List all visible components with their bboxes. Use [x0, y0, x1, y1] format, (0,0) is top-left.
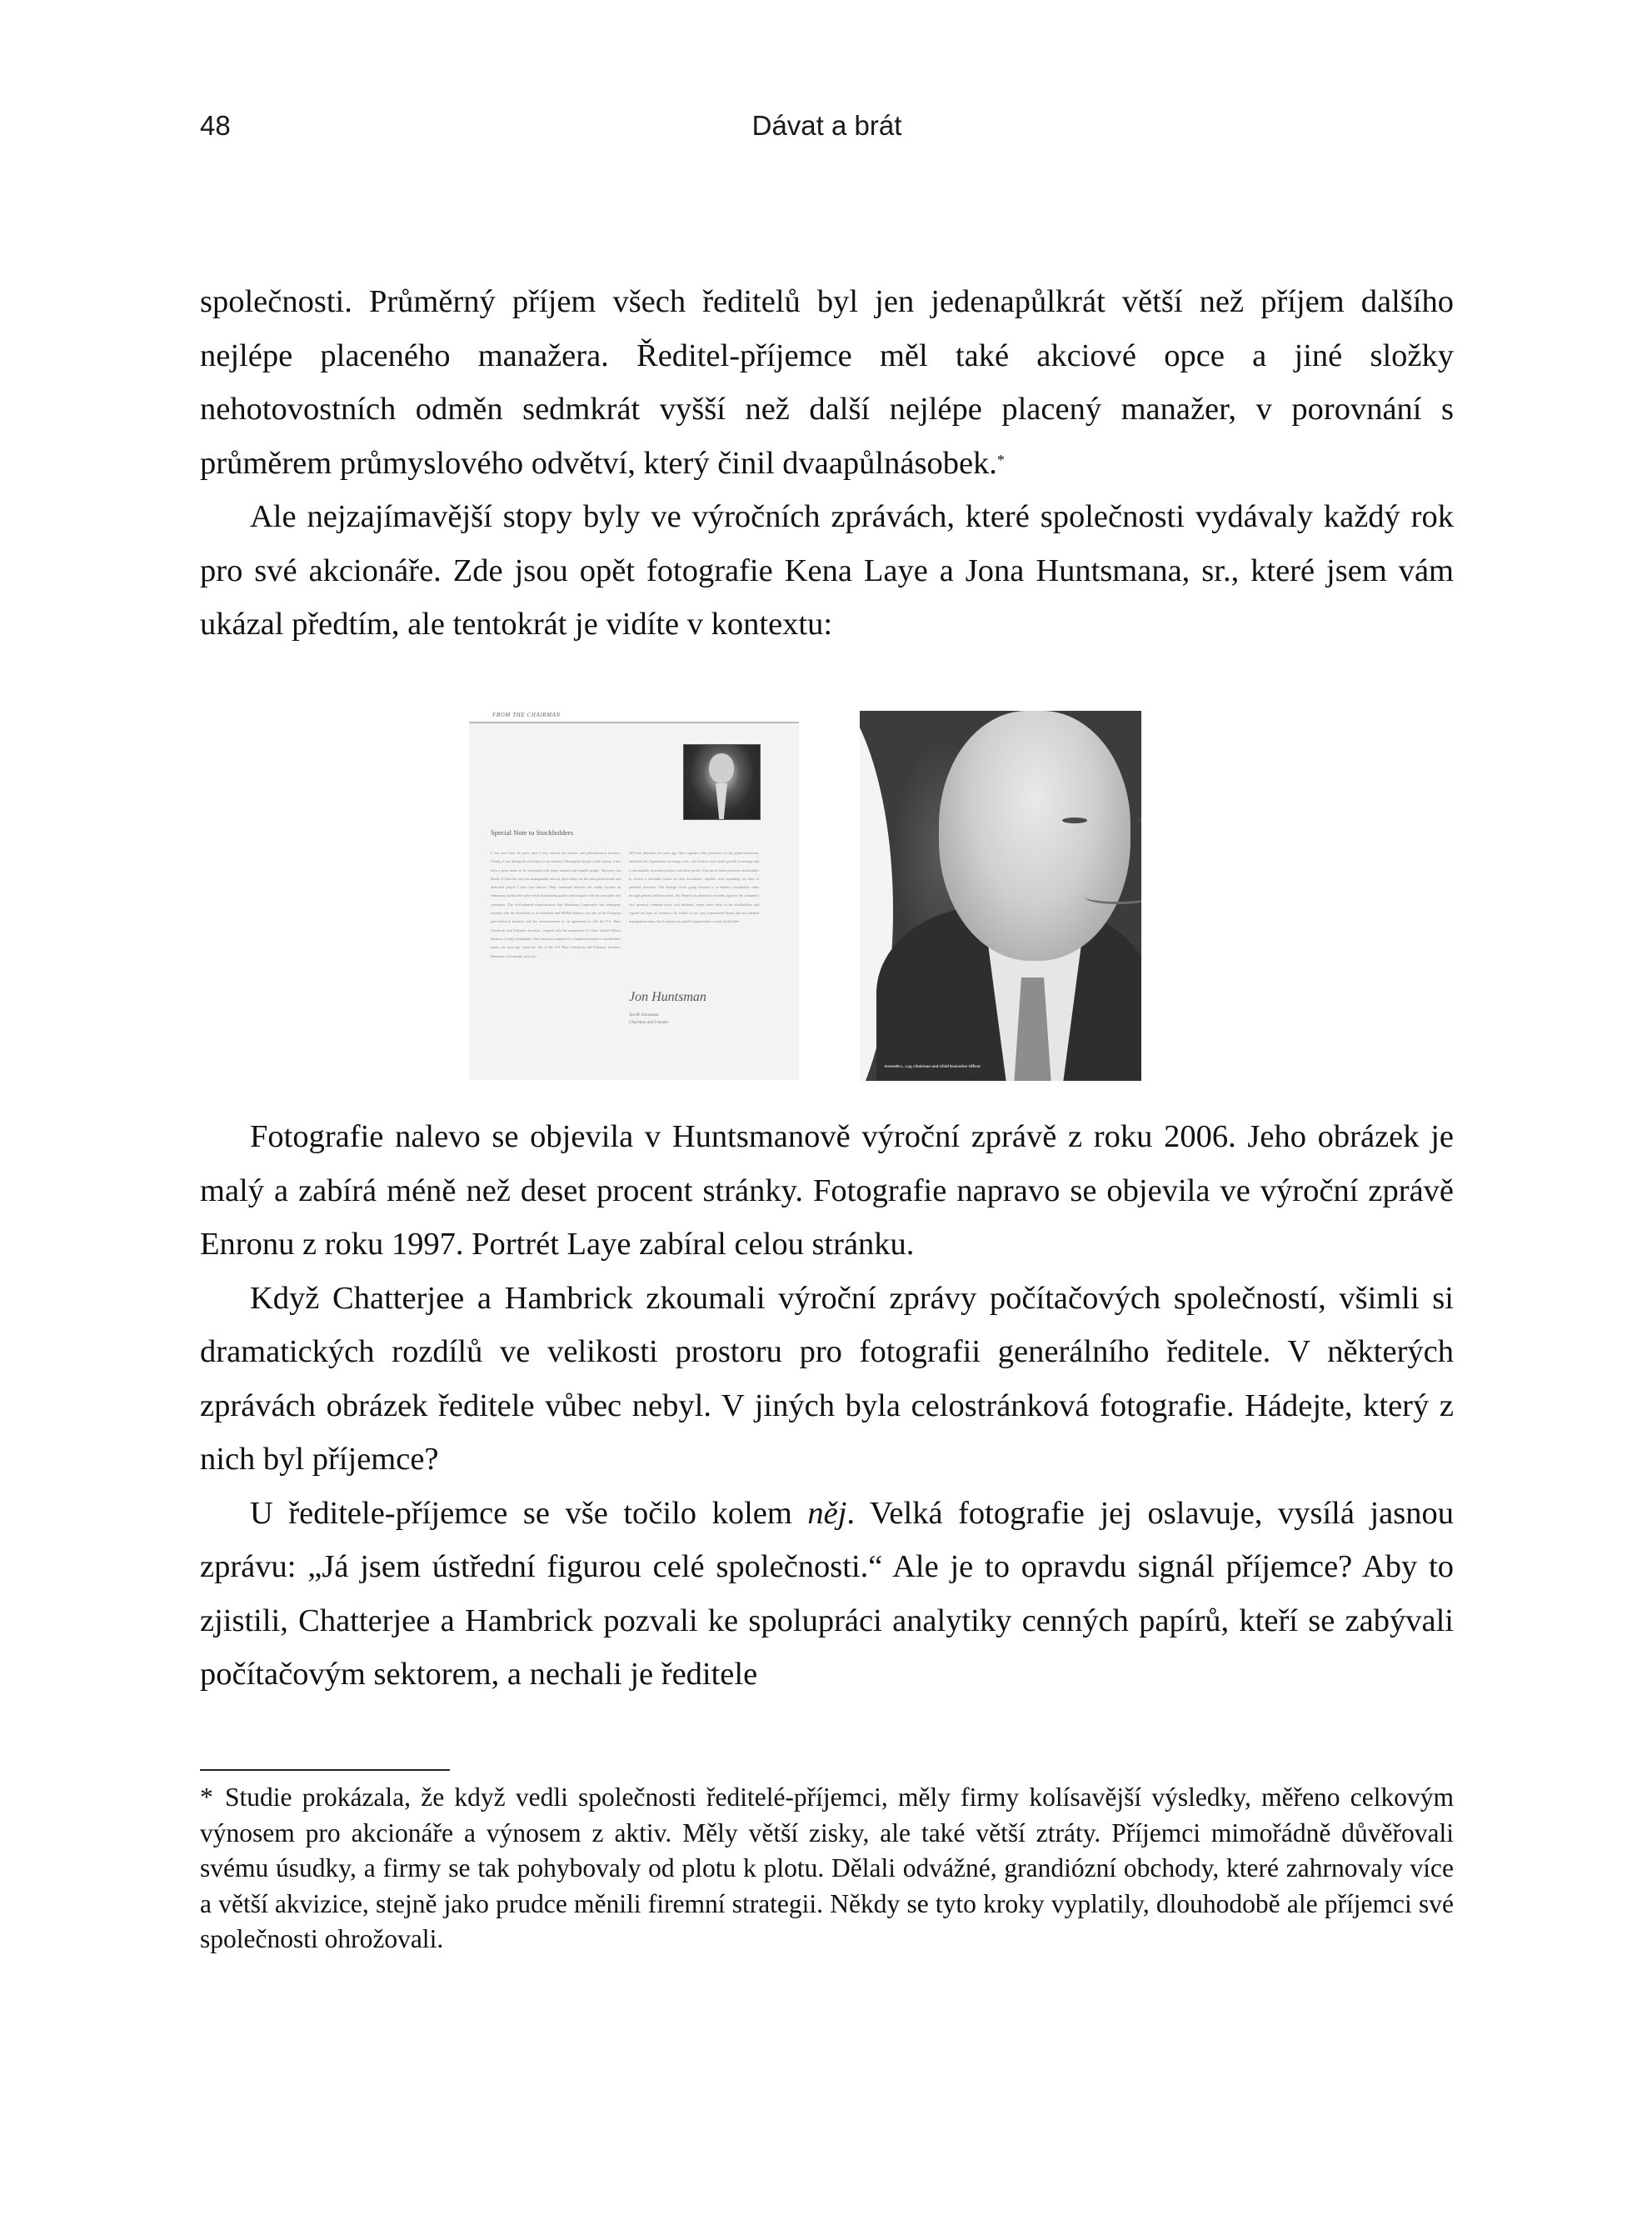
paragraph	[200, 1487, 1454, 1702]
report-page-header	[469, 710, 799, 722]
footnote-separator	[200, 1769, 450, 1771]
huntsman-portrait-thumbnail	[683, 744, 761, 820]
paragraph: Fotografie nalevo se objevila v Huntsmanově výroční zprávě z roku 2006. Jeho obrázek je malý a zabírá méně než deset procent stránky. Fotografie napravo se objevila ve výroční zprávě Enronu z roku 1997. Portrét Laye zabíral celou stránku.	[200, 1119, 1454, 1262]
paragraph: Ale nejzajímavější stopy byly ve výročních zprávách, které společnosti vydávaly každý rok pro své akcionáře. Zde jsou opět fotografie Kena Laye a Jona Huntsmana, sr., které jsem vám ukázal předtím, ale tentokrát je vidíte v kontextu:	[200, 499, 1454, 642]
portrait-head	[939, 711, 1130, 961]
portrait-shirt	[716, 783, 727, 819]
page-header	[200, 110, 1454, 152]
paragraph	[200, 275, 1454, 490]
report-header-rule	[469, 722, 799, 723]
signer-name: Jon M. Huntsman	[629, 1013, 659, 1018]
report-section-label: FROM THE CHAIRMAN	[492, 712, 561, 718]
body-text-lower	[200, 1110, 1454, 1702]
paragraph: Když Chatterjee a Hambrick zkoumali výroční zprávy počítačových společností, všimli si dramatických rozdílů ve velikosti prostoru pro fotografii generálního ředitele. V některých zprávách obrázek ředitele vůbec nebyl. V jiných byla celostránková fotografie. Hádejte, který z nich byl příjemce?	[200, 1280, 1454, 1477]
signer-title: Chairman and Founder	[629, 1021, 669, 1025]
footnote	[200, 1780, 1454, 1958]
huntsman-annual-report-figure	[469, 710, 799, 1080]
report-heading: Special Note to Stockholders	[491, 828, 573, 837]
footnote-marker: *	[200, 1782, 213, 1812]
portrait-eye-left	[1062, 818, 1087, 823]
report-column-left: It has now been 46 years since I first entered the plastics and petrochemical business. Clearly, it was during the early days of our industry. Throughout almost a half-century, it has been a great honor to be associated with many talented and capable people. However, our Board of Directors and our management team in place today are the most professional and dedicated people I have ever known. Their combined interests are totally focused on enhancing stockholder value while maintaining quality and integrity with our associates and customers. The well-planned transformation that Huntsman Corporation has undergone recently with the divestiture of its butadiene and MTBE business, the sale of the European petrochemical business and the announcement of an agreement to sell the U.S. Base Chemicals and Polymers business, coupled with the acquisition of Ciba's Textile Effects business, is truly remarkable. This transition completed a commitment made to stockholders nearly one year ago. Upon the sale of the U.S. Base Chemicals and Polymers business, Huntsman will emerge with over	[491, 851, 621, 958]
body-text-upper	[200, 275, 1454, 652]
paragraph-text: společnosti. Průměrný příjem všech ředitelů byl jen jedenapůlkrát větší než příjem dalšího nejlépe placeného manažera. Ředitel-příjemce měl také akciové opce a jiné složky nehotovostních odměn sedmkrát vyšší než další nejlépe placený manažer, v porovnání s průměrem průmyslového odvětví, který činil dvaapůlnásobek.	[200, 284, 1454, 481]
running-title: Dávat a brát	[751, 110, 902, 141]
signature: Jon Huntsman	[629, 990, 706, 1004]
footnote-text: Studie prokázala, že když vedli společnosti ředitelé-příjemci, měly firmy kolísavější výsledky, měřeno celkovým výnosem pro akcionáře a výnosem z aktiv. Měly větší zisky, ale také větší ztráty. Příjemci mimořádně důvěřovali svému úsudky, a firmy se tak pohybovaly od plotu k plotu. Dělali odvážné, grandiózní obchody, které zahrnovaly více a větší akvizice, stejně jako prudce měnili firemní strategii. Někdy se tyto kroky vyplatily, dlouhodobě ale příjemci své společnosti ohrožovali.	[200, 1782, 1454, 1953]
signer-block	[629, 1012, 669, 1027]
page-number: 48	[200, 110, 231, 141]
report-column-right: 50% less debt than two years ago. This, together with a portfolio of truly global businesses and much less dependence on energy costs, will result in more stable growth in earnings and a substantially increased positive cash flow profile. This move better positions stockholders to receive a favorable return on their investment, together with expanding our base of potential investors. The strategic focus going forward is to enhance stockholder value through growth and innovation. The Board was pleased to recently approve the company's first quarterly common stock cash dividend, return some value to the stockholders and expand our base of investors. On behalf of our very experienced Board and our talented management team, may I express our grateful appreciation to each stockholder.	[629, 851, 759, 924]
portrait-eye-right	[1137, 818, 1141, 823]
portrait-mouth	[1085, 890, 1141, 904]
paragraph-text: . Velká fotografie jej oslavuje, vysílá jasnou zprávu: „Já jsem ústřední figurou celé společnosti.“ Ale je to opravdu signál příjemce? Aby to zjistili, Chatterjee a Hambrick pozvali ke spolupráci analytiky cenných papírů, kteří se zabývali počítačovým sektorem, a nechali je ředitele	[200, 1495, 1454, 1692]
paragraph-text: U ředitele-příjemce se vše točilo kolem	[250, 1495, 808, 1531]
lay-portrait-figure	[860, 711, 1141, 1081]
portrait-face	[709, 753, 734, 783]
portrait-caption: Kenneth L. Lay, Chairman and Chief Executive Officer	[885, 1064, 981, 1068]
emphasis: něj	[807, 1495, 847, 1531]
footnote-reference[interactable]: *	[996, 451, 1005, 468]
